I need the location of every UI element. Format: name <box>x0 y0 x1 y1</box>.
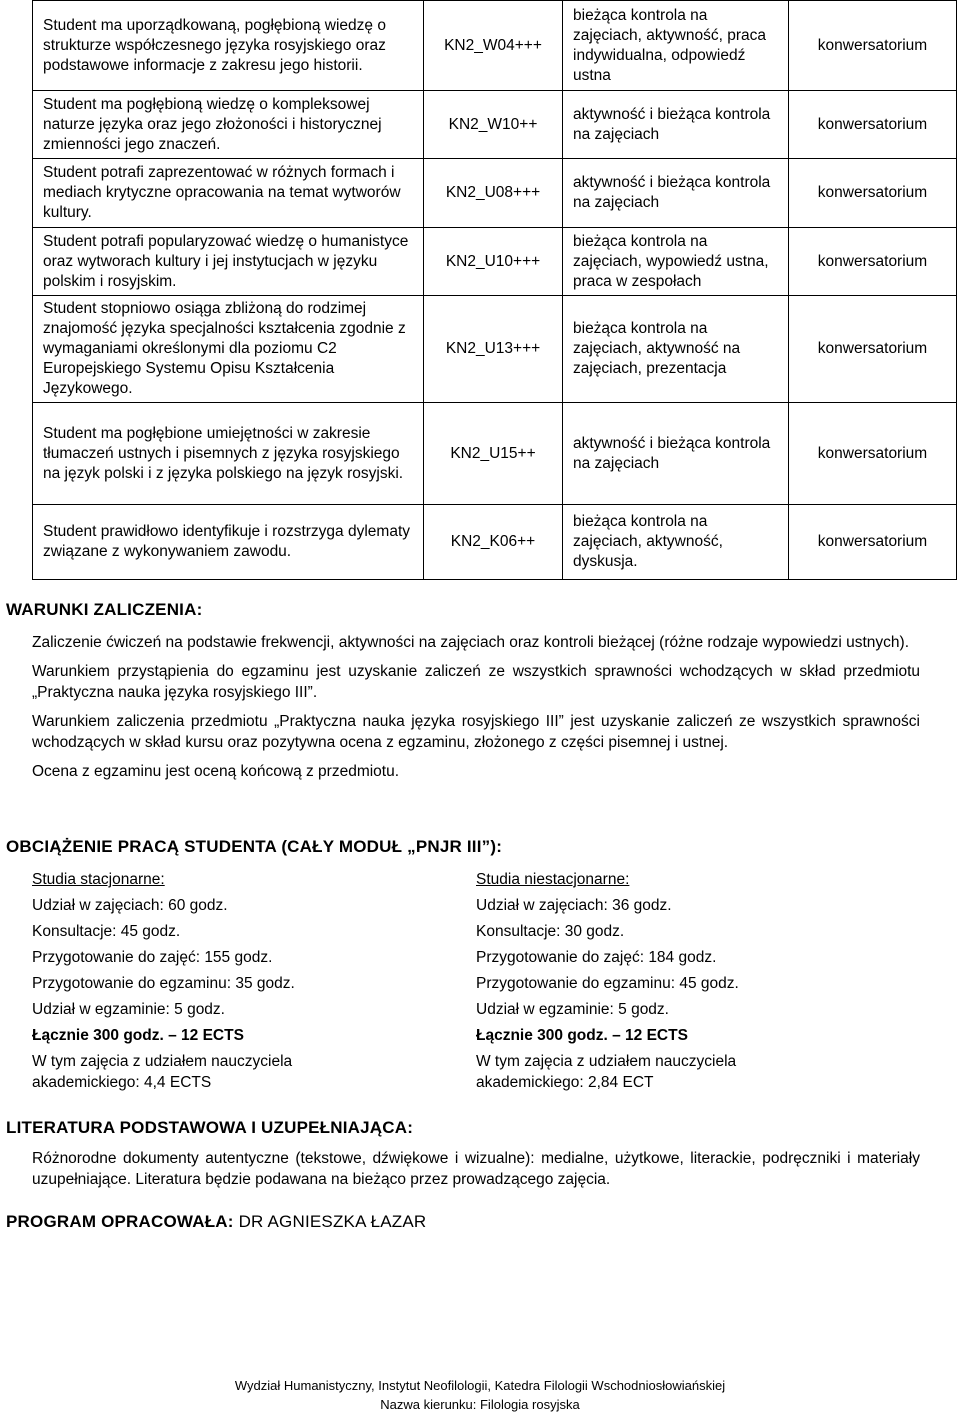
outcome-code-cell: KN2_U10+++ <box>424 228 563 296</box>
class-form-cell: konwersatorium <box>789 228 957 296</box>
verification-method-cell: aktywność i bieżąca kontrola na zajęciach <box>563 91 789 159</box>
table-row <box>33 91 957 159</box>
literature-section <box>6 1118 920 1198</box>
class-form-cell: konwersatorium <box>789 403 957 505</box>
conditions-section <box>6 600 920 790</box>
workload-item: Udział w zajęciach: 36 godz. <box>476 897 672 914</box>
teacher-note: W tym zajęcia z udziałem nauczyciela akademickiego: 4,4 ECTS <box>32 1053 293 1091</box>
class-form-cell: konwersatorium <box>789 1 957 91</box>
conditions-paragraph: Ocena z egzaminu jest oceną końcową z przedmiotu. <box>32 763 400 780</box>
literature-text: Różnorodne dokumenty autentyczne (tekstowe, dźwiękowe i wizualne): medialne, użytkowe, literackie, podręczniki i materiały uzupełniające. Literatura będzie podawana na bieżąco przez prowadzącego zajęcia. <box>32 1150 920 1188</box>
learning-outcome-cell: Student stopniowo osiąga zbliżoną do rodzimej znajomość języka specjalności kształcenia zgodnie z wymaganiami określonymi dla poziomu C2 Europejskiego Systemu Opisu Kształcenia Językowego. <box>33 296 424 403</box>
part-time-title: Studia niestacjonarne: <box>476 871 630 888</box>
conditions-paragraph: Warunkiem zaliczenia przedmiotu „Praktyczna nauka języka rosyjskiego III” jest uzyskanie zaliczeń ze wszystkich sprawności wchodzących w skład kursu oraz pozytywna ocena z egzaminu, złożonego z części pisemnej i ustnej. <box>32 713 920 751</box>
author-section <box>6 1212 920 1232</box>
conditions-paragraph: Warunkiem przystąpienia do egzaminu jest uzyskanie zaliczeń ze wszystkich sprawności wchodzących w skład przedmiotu „Praktyczna nauka języka rosyjskiego III”. <box>32 663 920 701</box>
workload-total: Łącznie 300 godz. – 12 ECTS <box>476 1027 688 1044</box>
learning-outcome-cell: Student ma pogłębioną wiedzę o kompleksowej naturze języka oraz jego złożoności i historycznej zmienności jego znaczeń. <box>33 91 424 159</box>
learning-outcome-cell: Student ma pogłębione umiejętności w zakresie tłumaczeń ustnych i pisemnych z języka rosyjskiego na język polski i z języka polskiego na język rosyjski. <box>33 403 424 505</box>
table-row <box>33 296 957 403</box>
workload-item: Udział w zajęciach: 60 godz. <box>32 897 228 914</box>
outcome-code-cell: KN2_U15++ <box>424 403 563 505</box>
footer-major: Nazwa kierunku: Filologia rosyjska <box>380 1397 580 1412</box>
workload-item: Przygotowanie do zajęć: 155 godz. <box>32 949 273 966</box>
conditions-heading: WARUNKI ZALICZENIA: <box>6 600 203 619</box>
table-row <box>33 505 957 580</box>
outcome-code-cell: KN2_W10++ <box>424 91 563 159</box>
class-form-cell: konwersatorium <box>789 505 957 580</box>
outcome-code-cell: KN2_U13+++ <box>424 296 563 403</box>
outcome-code-cell: KN2_K06++ <box>424 505 563 580</box>
outcome-code-cell: KN2_U08+++ <box>424 159 563 228</box>
workload-total: Łącznie 300 godz. – 12 ECTS <box>32 1027 244 1044</box>
author-label: PROGRAM OPRACOWAŁA: <box>6 1212 234 1231</box>
conditions-paragraph: Zaliczenie ćwiczeń na podstawie frekwencji, aktywności na zajęciach oraz kontroli bieżącej (różne rodzaje wypowiedzi ustnych). <box>32 634 910 651</box>
footer-faculty: Wydział Humanistyczny, Instytut Neofilologii, Katedra Filologii Wschodniosłowiańskiej <box>234 1378 726 1393</box>
verification-method-cell: bieżąca kontrola na zajęciach, wypowiedź ustna, praca w zespołach <box>563 228 789 296</box>
workload-item: Udział w egzaminie: 5 godz. <box>476 1001 669 1018</box>
workload-item: Konsultacje: 30 godz. <box>476 923 625 940</box>
workload-section <box>6 837 920 1093</box>
teacher-note: W tym zajęcia z udziałem nauczyciela akademickiego: 2,84 ECT <box>476 1053 737 1091</box>
verification-method-cell: bieżąca kontrola na zajęciach, aktywność, praca indywidualna, odpowiedź ustna <box>563 1 789 91</box>
table-row <box>33 228 957 296</box>
verification-method-cell: bieżąca kontrola na zajęciach, aktywność na zajęciach, prezentacja <box>563 296 789 403</box>
literature-heading: LITERATURA PODSTAWOWA I UZUPEŁNIAJĄCA: <box>6 1118 414 1137</box>
workload-item: Przygotowanie do egzaminu: 35 godz. <box>32 975 295 992</box>
outcome-code-cell: KN2_W04+++ <box>424 1 563 91</box>
workload-item: Przygotowanie do zajęć: 184 godz. <box>476 949 717 966</box>
learning-outcome-cell: Student prawidłowo identyfikuje i rozstrzyga dylematy związane z wykonywaniem zawodu. <box>33 505 424 580</box>
workload-item: Konsultacje: 45 godz. <box>32 923 181 940</box>
workload-item: Przygotowanie do egzaminu: 45 godz. <box>476 975 739 992</box>
table-row <box>33 1 957 91</box>
learning-outcome-cell: Student potrafi zaprezentować w różnych formach i mediach krytyczne opracowania na temat wytworów kultury. <box>33 159 424 228</box>
verification-method-cell: bieżąca kontrola na zajęciach, aktywność, dyskusja. <box>563 505 789 580</box>
workload-heading: OBCIĄŻENIE PRACĄ STUDENTA (CAŁY MODUŁ „PNJR III”): <box>6 837 503 856</box>
part-time-column <box>476 867 920 1093</box>
learning-outcome-cell: Student ma uporządkowaną, pogłębioną wiedzę o strukturze współczesnego języka rosyjskiego oraz podstawowe informacje z zakresu jego historii. <box>33 1 424 91</box>
verification-method-cell: aktywność i bieżąca kontrola na zajęciach <box>563 403 789 505</box>
table-row <box>33 159 957 228</box>
learning-outcome-cell: Student potrafi popularyzować wiedzę o humanistyce oraz wytworach kultury i jej instytucjach w języku polskim i rosyjskim. <box>33 228 424 296</box>
page-footer <box>0 1376 960 1414</box>
class-form-cell: konwersatorium <box>789 91 957 159</box>
verification-method-cell: aktywność i bieżąca kontrola na zajęciach <box>563 159 789 228</box>
table-row <box>33 403 957 505</box>
author-name: DR AGNIESZKA ŁAZAR <box>238 1212 427 1231</box>
learning-outcomes-table <box>32 0 957 580</box>
full-time-title: Studia stacjonarne: <box>32 871 165 888</box>
class-form-cell: konwersatorium <box>789 159 957 228</box>
workload-item: Udział w egzaminie: 5 godz. <box>32 1001 225 1018</box>
class-form-cell: konwersatorium <box>789 296 957 403</box>
full-time-column <box>32 867 476 1093</box>
